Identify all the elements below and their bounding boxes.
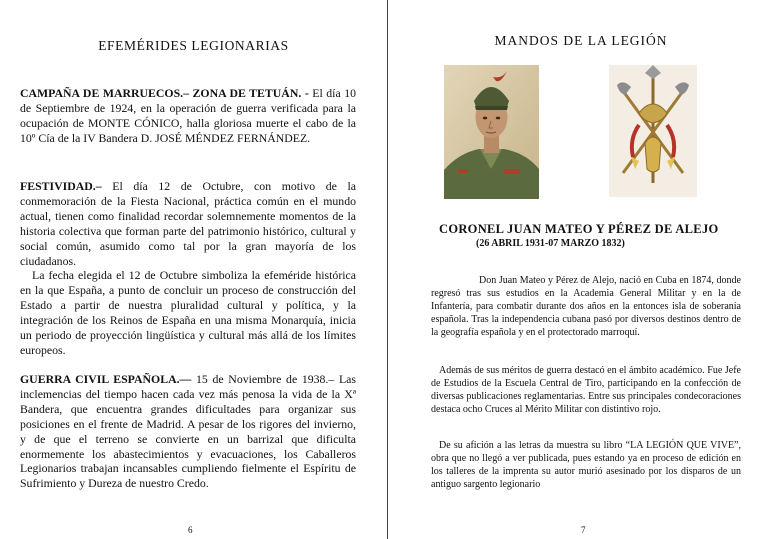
section-heading: FESTIVIDAD.– [20, 179, 102, 193]
section-body: El día 10 de Septiembre de 1924, en la operación de guerra verificada para la ocupación de MONTE CÓNICO, halla gloriosa muerte el cabo de la 10º Cía de la IV Bandera D. JOSÉ MÉNDEZ FERNÁNDEZ. [20, 86, 356, 145]
section-body-continued: La fecha elegida el 12 de Octubre simboliza la efeméride histórica en la que España, a punto de concluir un proceso de construcción del Estado a partir de nuestra pluralidad cultural y política, y la integración de los Reinos de España en una misma Monarquía, inicia un periodo de proyección lingüística y cultural más allá de los límites europeos. [20, 268, 356, 357]
bio-paragraph: Don Juan Mateo y Pérez de Alejo, nació en Cuba en 1874, donde regresó tras sus estudios en la Academia General Militar y en la de Infantería, para combatir durante dos años en la entonces isla de soberanía española. Tras la independencia cubana pasó por diversos destinos dentro de la geografía española y en el protectorado marroquí. [431, 275, 741, 338]
officer-name: CORONEL JUAN MATEO Y PÉREZ DE ALEJO [439, 222, 719, 236]
section-heading: GUERRA CIVIL ESPAÑOLA.— [20, 372, 192, 386]
page-number: 7 [581, 525, 586, 535]
bio-paragraph: Además de sus méritos de guerra destacó en el ámbito académico. Fue Jefe de Estudios de la Escuela Central de Tiro, participando en la confección de diversas publicaciones reglamentarias. Entre sus principales condecoraciones destaca ocho Cruces al Mérito Militar con distintivo rojo. [431, 365, 741, 415]
section-body: 15 de Noviembre de 1938.– Las inclemencias del tiempo hacen cada vez más penosa la vida de la Xª Bandera, que encuentra grandes dificultades para organizar sus posiciones en el frente de Madrid. A pesar de los rigores del invierno, y de que el terreno se convierte en un barrizal que dificulta enormemente los abastecimientos y evacuaciones, los Caballeros Legionarios trabajan incansables cumpliendo fielmente el Espíritu de Sufrimiento y Dureza de nuestro Credo. [20, 372, 356, 491]
officer-dates: (26 ABRIL 1931-07 MARZO 1832) [476, 238, 625, 249]
section-festividad [20, 179, 356, 358]
bio-paragraph: De su afición a las letras da muestra su libro “LA LEGIÓN QUE VIVE”, obra que no llegó a ver publicada, pues estando ya en proceso de edición en los talleres de la imprenta su autor murió asesinado por los disparos de un antiguo sargento legionario [431, 440, 741, 490]
officer-portrait-image [444, 65, 539, 199]
section-campana-marruecos [20, 86, 356, 146]
legion-emblem-image [609, 65, 697, 197]
right-page [389, 0, 773, 539]
spine-divider [387, 0, 388, 539]
page-title-mandos: MANDOS DE LA LEGIÓN [494, 33, 668, 48]
section-heading: CAMPAÑA DE MARRUECOS.– ZONA DE TETUÁN. - [20, 86, 309, 100]
page-title-efemerides: EFEMÉRIDES LEGIONARIAS [98, 38, 289, 53]
page-number: 6 [188, 525, 193, 535]
section-guerra-civil [20, 372, 356, 491]
section-body: El día 12 de Octubre, con motivo de la conmemoración de la Fiesta Nacional, práctica común en el mundo actual, tienen como finalidad recordar solemnemente momentos de la historia colectiva que forman parte del patrimonio histórico, cultural y social común, asumido como tal por la gran mayoría de los ciudadanos. [20, 179, 356, 268]
